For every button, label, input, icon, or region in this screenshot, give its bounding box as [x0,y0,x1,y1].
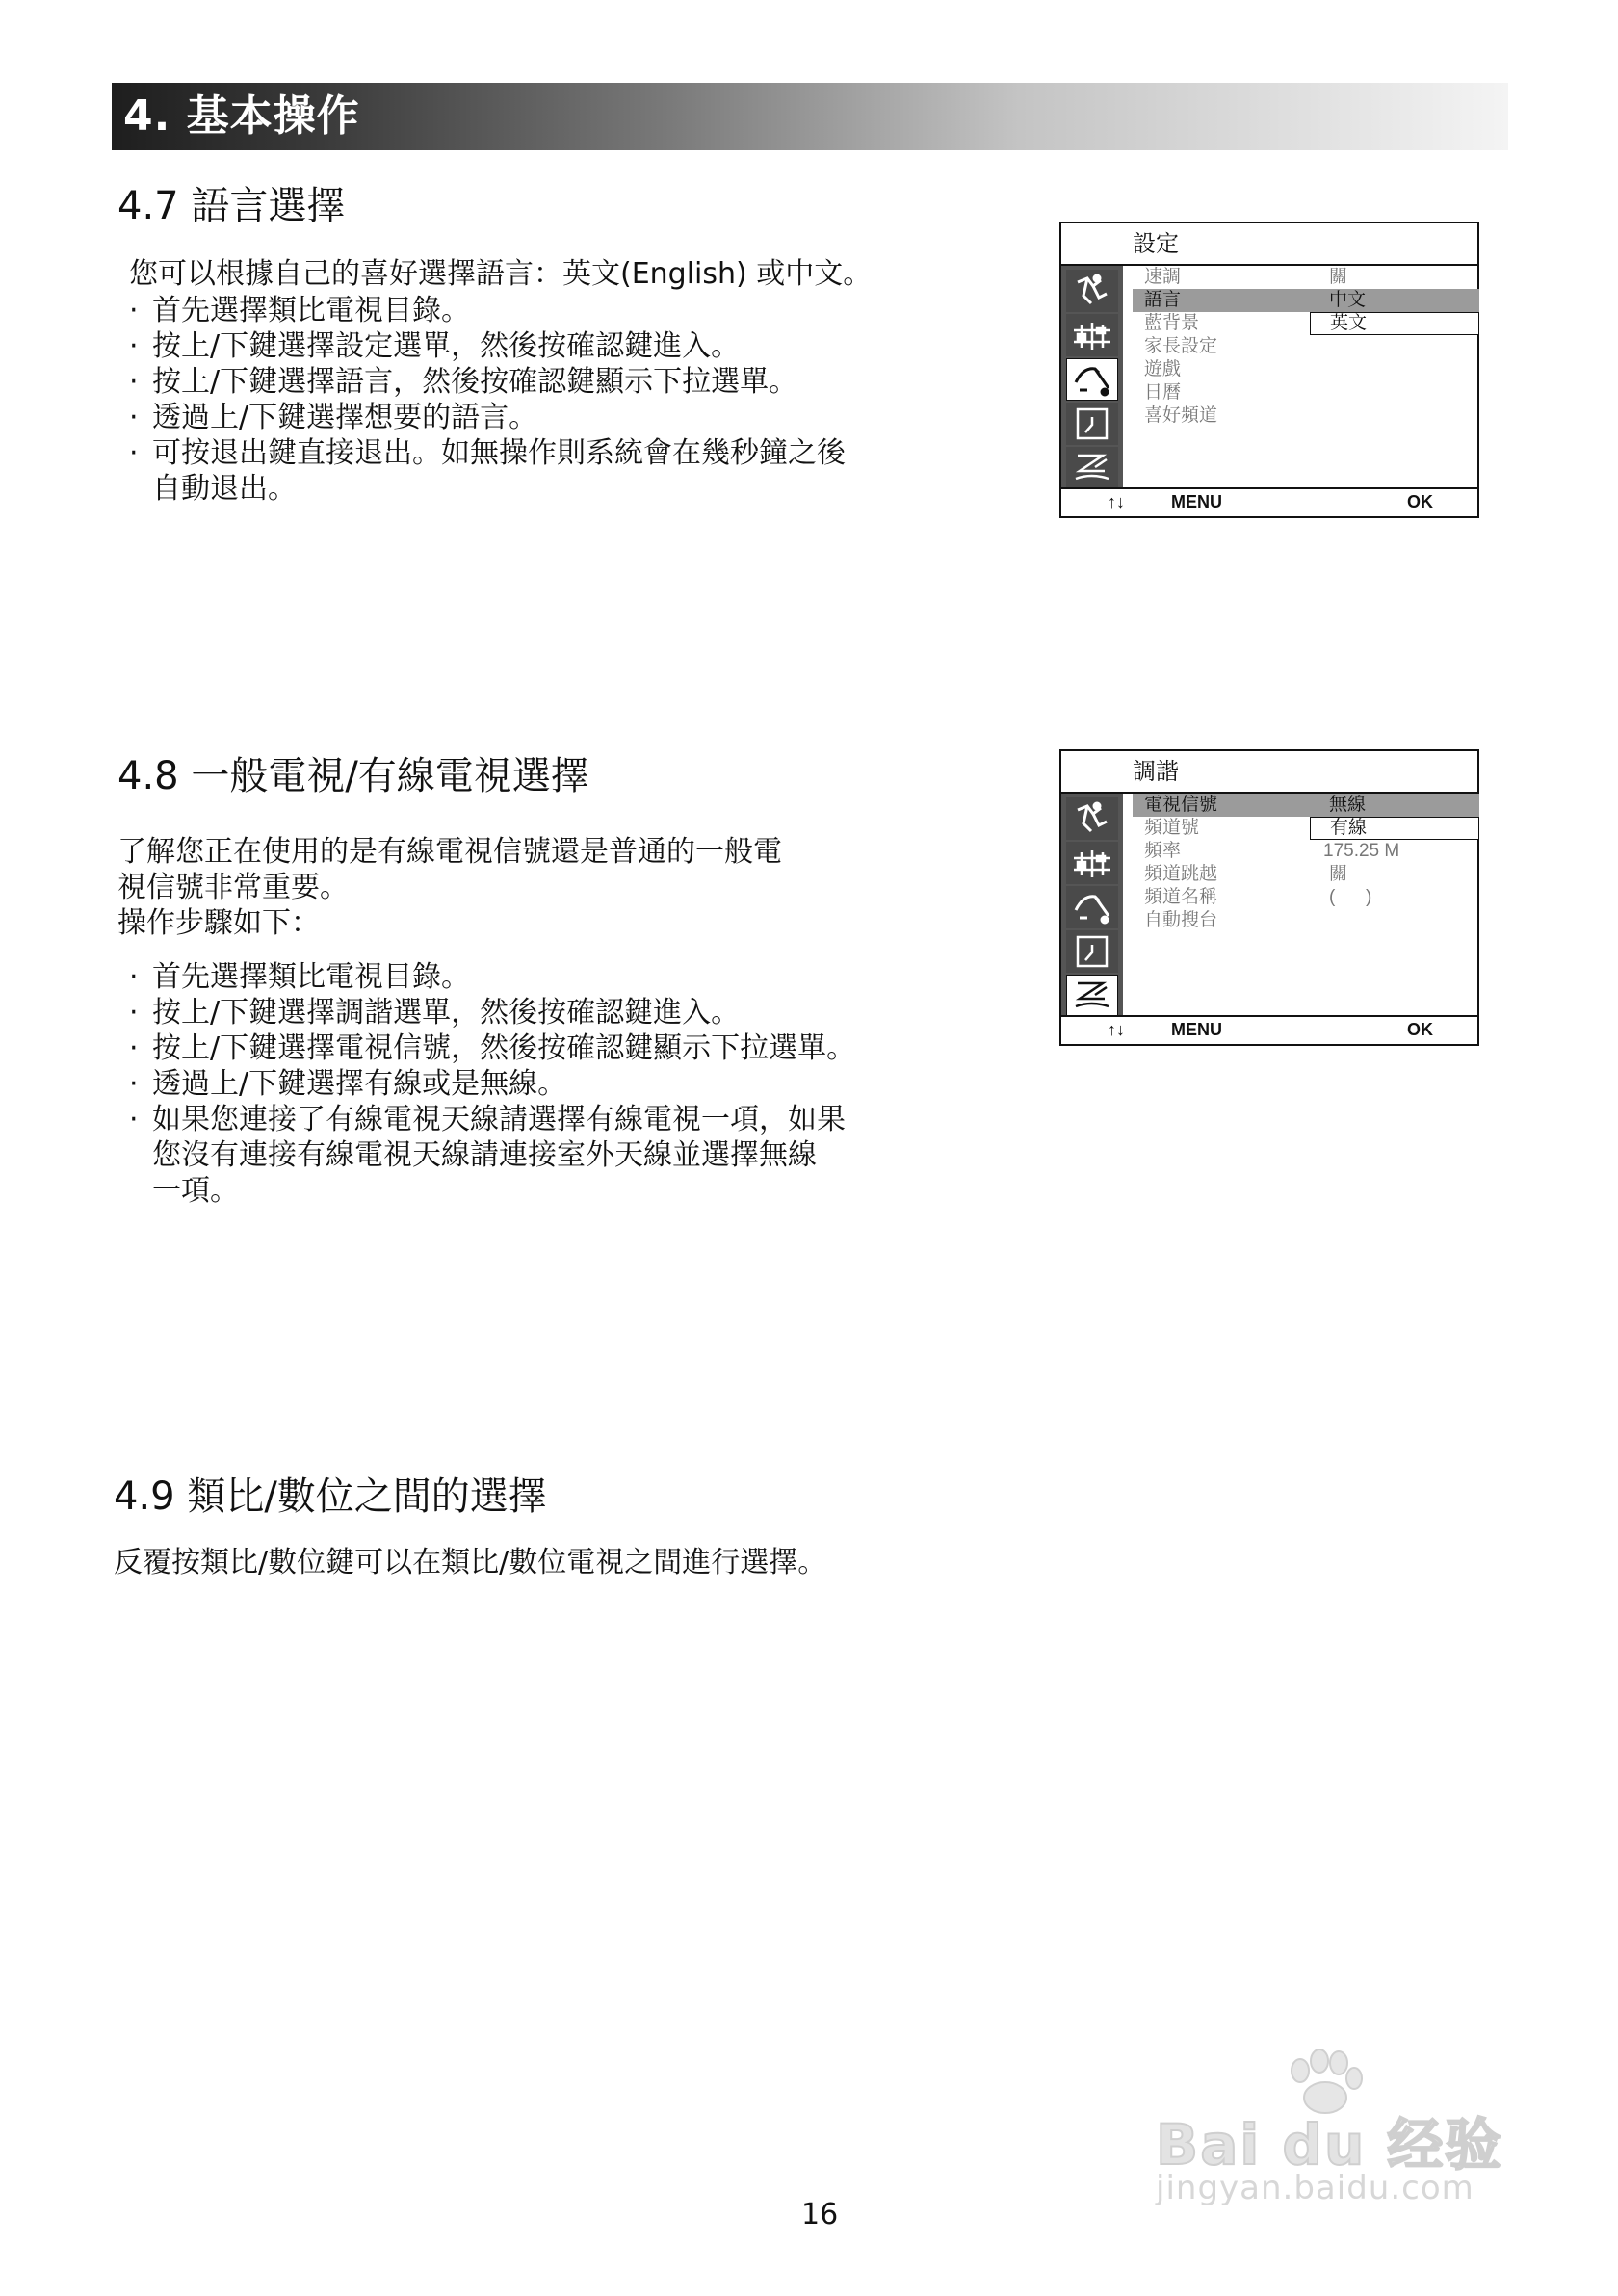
clock-icon [1066,930,1118,973]
section-intro-line: 視信號非常重要。 [117,871,349,904]
list-item-continuation: 自動退出。 [152,472,297,506]
tuning-icon [1066,975,1118,1017]
tv-signal-value[interactable]: 無線 [1310,794,1479,817]
section-title-4-8: 4.8 一般電視/有線電視選擇 [117,754,589,798]
page-number: 16 [801,2198,839,2231]
menu-item-channel-name[interactable]: 頻道名稱 ( ) [1144,887,1372,907]
chapter-header-bar [112,83,1508,150]
menu-item-auto-scan[interactable]: 自動搜台 [1144,910,1218,930]
osd-title: 設定 [1133,231,1179,257]
osd-icon-sidebar [1061,266,1123,487]
menu-item-calendar[interactable]: 日曆 [1144,382,1182,403]
section-intro-line: 了解您正在使用的是有線電視信號還是普通的一般電 [117,835,782,869]
menu-item-favorite-channels[interactable]: 喜好頻道 [1144,405,1218,426]
channel-icon [1066,797,1118,840]
menu-key-label: MENU [1171,1020,1222,1039]
language-dropdown-option[interactable]: 英文 [1310,312,1479,335]
osd-tuning-menu [1059,749,1479,1046]
tv-signal-dropdown-option[interactable]: 有線 [1310,817,1479,840]
section-intro-4-9: 反覆按類比/數位鍵可以在類比/數位電視之間進行選擇。 [114,1546,827,1579]
baidu-watermark [1156,2049,1541,2213]
chapter-title: 4. 基本操作 [123,91,360,141]
osd-settings-menu [1059,222,1479,518]
settings-icon [1066,886,1118,928]
up-down-arrows-icon: ↑↓ [1108,492,1125,511]
osd-footer [1061,487,1477,516]
menu-item-speed-tune[interactable]: 速調 關 [1144,267,1348,287]
up-down-arrows-icon: ↑↓ [1108,1020,1125,1039]
menu-key-label: MENU [1171,492,1222,511]
section-title-4-9: 4.9 類比/數位之間的選擇 [114,1474,547,1519]
menu-item-channel-number[interactable]: 頻道號 [1144,818,1200,838]
picture-icon [1066,314,1118,356]
menu-item-frequency[interactable]: 頻率 175.25 M [1144,841,1400,861]
menu-item-games[interactable]: 遊戲 [1144,359,1182,379]
menu-item-parental-control[interactable]: 家長設定 [1144,336,1218,356]
osd-footer [1061,1015,1477,1044]
picture-icon [1066,842,1118,884]
section-intro-4-7: 您可以根據自己的喜好選擇語言：英文(English) 或中文。 [129,257,873,291]
channel-icon [1066,270,1118,312]
menu-item-channel-skip[interactable]: 頻道跳越 關 [1144,864,1348,884]
list-item-continuation: 您沒有連接有線電視天線請連接室外天線並選擇無線 [152,1138,817,1172]
watermark-brand: Bai du 经验 [1156,2112,1503,2178]
section-title-4-7: 4.7 語言選擇 [117,184,346,228]
list-item-continuation: 一項。 [152,1174,239,1208]
ok-key-label: OK [1407,1020,1433,1039]
clock-icon [1066,403,1118,445]
language-value[interactable]: 中文 [1310,289,1479,312]
menu-item-blue-background[interactable]: 藍背景 [1144,313,1200,333]
section-intro-line: 操作步驟如下： [117,906,320,940]
osd-title: 調諧 [1133,759,1179,785]
watermark-url: jingyan.baidu.com [1156,2169,1474,2207]
ok-key-label: OK [1407,492,1433,511]
menu-item-tv-signal[interactable]: 電視信號 無線 [1133,794,1477,817]
osd-icon-sidebar [1061,794,1123,1015]
menu-item-language[interactable]: 語言 中文 [1133,289,1477,312]
tuning-icon [1066,447,1118,489]
settings-icon [1066,358,1118,401]
